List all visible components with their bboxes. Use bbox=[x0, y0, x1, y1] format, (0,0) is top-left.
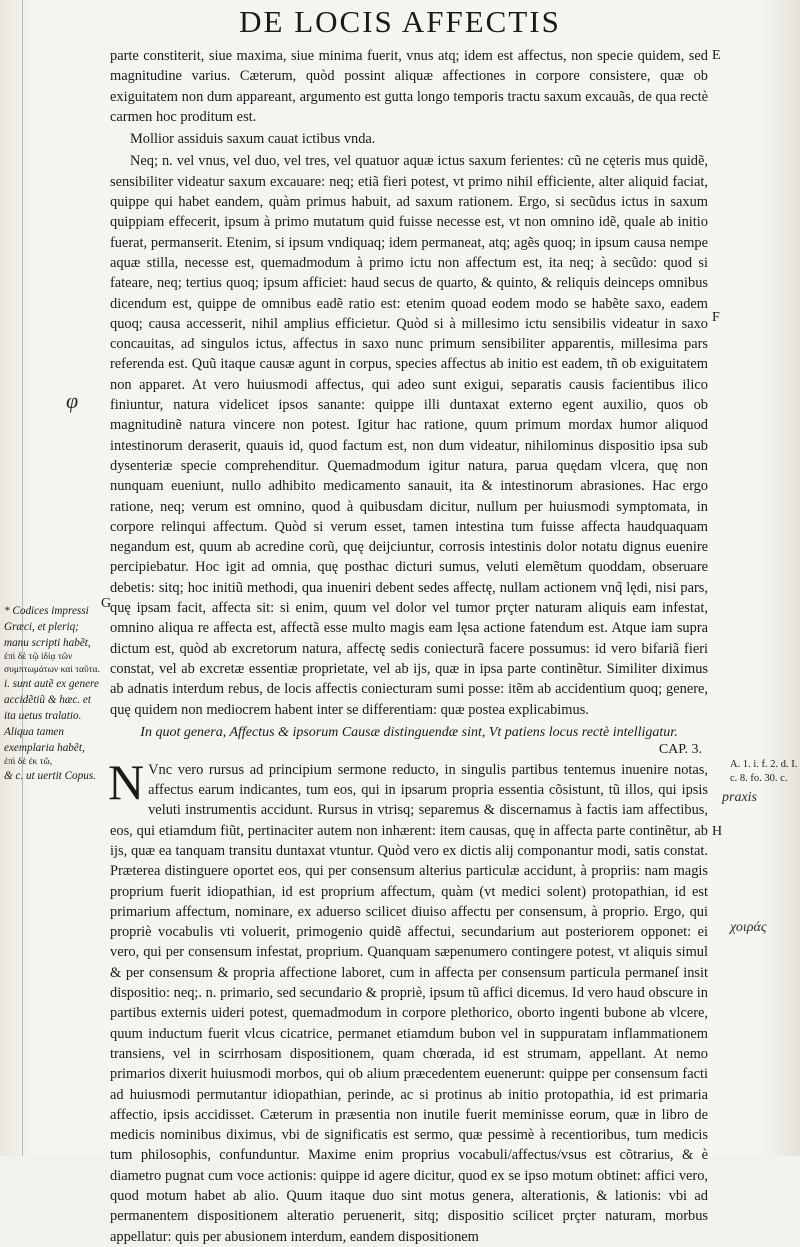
margin-letter-f: F bbox=[712, 310, 720, 325]
chapter-paragraph bbox=[108, 753, 708, 1247]
handwritten-praxis-mark: praxis bbox=[722, 790, 757, 805]
verse-quotation: Mollior assiduis saxum cauat ictibus vnda. bbox=[130, 131, 376, 148]
section-heading: In quot genera, Affectus & ipsorum Causæ distinguendæ sint, Vt patiens locus rectè intelligatur. bbox=[140, 724, 678, 740]
right-margin-reference: A. 1. i. f. 2. d. I. c. 8. fo. 30. c. bbox=[730, 759, 798, 784]
note-latin-3: & c. ut uertit Copus. bbox=[4, 770, 96, 783]
paragraph-gutta: Neq; n. vel vnus, vel duo, vel tres, vel quatuor aquæ ictus saxum ferientes: cũ ne cęteris mus quidẽ, sensibiliter videatur saxum excauare: neq; etiã fieri potest, vt primo nihil efficiente, alter aliquid faciat, quippe qui habet eandem, quàm primus habuit, ad saxum rationem. Ergo, si secũdus ictus in saxum quippiam effecerit, ipsum à primo mutatum quid fuisse necesse est, vt non omnino idẽ, quale ab initio fuerat, permanserit. Etenim, si ipsum vndiquaq; idem permaneat, atq; agẽs quoq; in ipsum causa nempe aquæ stilla, necesse est, quemadmodum à primo ictu non affectum est, ita neq; à secũdo: quod si fateare, neq; tertius quoq; ipsum afficiet: haud secus de quarto, & quinto, & reliquis deinceps omnibus dicendum est, quippe de omnibus eadẽ ratio est: etenim quoad eodem modo se habẽte saxo, eadem quoq; causa accesserit, nihil amplius efficietur. Quòd si à millesimo ictu sensibilis videatur in saxo concauitas, ad singulos ictus, affectus in saxo nunc primum sensibiliter apparentis, millesima pars referenda est. Quũ itaque causæ agunt in corpus, species affectus ab initio est eadem, tñ ob exiguitatem non apparet. At vero huiusmodi affectus, qui adeo sunt exigui, separatis causis facientibus ilico finiuntur, natura videlicet ipsos sanante: quippe illi duntaxat externo egent auxilio, quos ob magnitudinẽ natura vincere non potest. Igitur hac ratione, quum primum mordax humor aliquod intestinorum deraserit, quauis id, quod factum est, non dum videatur, nihilominus dispositio ipsa sub dysenteriæ specie comprehenditur. Quemadmodum igitur natura, parua quędam vlcera, quę non nunquam eueniunt, nullo adhibito medicamento sanauit, ita & intestinorum abrasiones. Hac ergo ratione, neq; verum est omnino, quod à quibusdam dicitur, nullum per huiusmodi symptomata, in corpore relinqui affectum. Quòd si verum esset, tamen intestina tum fuisse affecta haudquaquam negandum est, quum ab acredine corũ, quę deijciuntur, corrosis intestinis dolor notatu dignus euenire percipiebatur. Hoc igit ad omnia, quę posthac dicturi sumus, veluti elemẽtum quoddam, obseruare debetis: sitq; hoc initiũ methodi, qua inueniri debent sedes affectę, nullam actionem vnq̃ lędi, nisi pars, quę ipsam facit, affecta sit: si enim, quum vel dolor vel tumor prçter naturam aliquis eam infestat, omnino aliqua re affecta est, affectã esse multo magis eam lęsa actione fatendum est. Atque iam supra dictum est, quòd ab excretorum natura, affectę sedis coniecturã facere possumus: id vero bifariã fieri constat, vel ab excretæ essentiæ proprietate, vel ab ijs, quæ in ipsa parte continẽtur. Similiter diximus ab adnatis interdum rebus, de locis affectis coniecturam sumi posse: itẽm ab accidentium quoq; genere, quę quidem non mediocrem habent inter se differentiam: quæ postea explicabimus. bbox=[110, 153, 708, 718]
left-margin-annotation bbox=[4, 604, 104, 785]
note-greek: ἐπὶ δὲ τῷ ἰδίᾳ τῶν συμπτωμάτων καὶ ταῦτα. bbox=[4, 652, 100, 676]
paragraph-opening: parte constiterit, siue maxima, siue minima fuerit, vnus atq; idem est affectus, non specie quidem, sed magnitudine varius. Cæterum, quòd possint aliquæ affectiones in corpore consistere, quæ ob exiguitatem non dum appareant, argumento est gutta longo temporis tractu saxum excauãs, de qua rectè carmen hoc proditum est. bbox=[110, 48, 708, 125]
handwritten-choiras-mark: χοιράς bbox=[730, 920, 767, 935]
chapter-label: CAP. 3. bbox=[658, 741, 702, 757]
note-latin-2: i. sunt autẽ ex genere accidẽtiũ & hæc. et ita uetus tralatio. Aliqua tamen exemplaria habẽt, bbox=[4, 678, 99, 754]
margin-letter-g: G bbox=[101, 596, 112, 611]
chapter-text: Vnc vero rursus ad principium sermone reducto, in singulis partibus tentemus inuenire notas, affectus earum indicantes, tum eos, qui in ipsarum propria essentia cõsistunt, tũ illos, qui ipsis veluti instrumentis accidunt. Rursus in vtrisq; separemus & discernamus à factis iam affectibus, eos, qui etiamdum fiũt, pertinaciter autem non inhærent: item causas, quę in affecta parte continẽtur, ab ijs, quæ ea tanquam transitu duntaxat vtuntur. Quòd vero ex dictis alij componantur modi, satis constat. Præterea distinguere oportet eos, qui per consensum alterius particulæ accidunt, à propriis: nam magis proprium fuerit idiopathian, id est proprium affectum, quàm (vt medici solent) protopathian, id est primarium affectum, nominare, ex aduerso scilicet diuiso affectu per consensum, à proprio. Ergo, qui propriè vocabulis vti voluerit, primogenio quidẽ affectui, secundarium aut posteriorem opponet: ei vero, qui per consensum infestat, proprium. Quanquam sæpenumero contingere potest, vt aliquis simul & per consensum & propria affectione laboret, cum in affecta per consensum particula permaneſ insit dispositio: neq;. n. primario, sed secundario & propriè, ipsum tũ affici dicemus. Id vero haud obscure in partibus externis uideri potest, quemadmodum in corpore plethorico, oborto ingenti bubone ab vlcere, quum inductum fuerit vlcus cicatrice, permanet etiamdum bubon vel in suppuratam inflammationem transiens, vel in scirrhosam dispositionem, quam chœrada, id est strumam, appellant. At nemo primarios dixerit huiusmodi morbos, qui ob alium præcedentem euenerunt: quippe per consensum facti ad huiusmodi permutantur idiopathian, perinde, ac si protinus ab initio protopathia, id est primaria affectio, ipsis accidisset. Cæterum in præsentia non inutile fuerit meminisse eorum, quæ in libro de medicis nominibus diximus, vbi de significatis est sermo, quæ pessimè à recentioribus, tum medicis tum philosophis, confunduntur. Maxime enim proprius vocabuli/affectus/vsus est cõtrarius, & è diametro pugnat cum voce actionis: quippe id agere dicitur, quod ex se ipso motum obtinet: affici vero, quod motum habet ab alio. Quum itaque duo sint motus genera, alterationis, & lationis: vbi ad permanentem dispositionem alteratio peruenerit, sitq; dispositio scilicet prçter naturam, morbus appellatur: quis per abusionem interdum, eandem dispositionem bbox=[110, 761, 708, 1245]
note-latin-1: * Codices impressi Græci, et pleriq; manu scripti habẽt, bbox=[4, 605, 91, 649]
handwritten-phi-mark: φ bbox=[66, 388, 79, 413]
margin-letter-h: H bbox=[712, 824, 723, 839]
note-greek-2: ἐπὶ δὲ ἐκ τῶ, bbox=[4, 757, 53, 768]
main-text-column bbox=[110, 46, 708, 1247]
running-head: DE LOCIS AFFECTIS bbox=[239, 4, 561, 39]
margin-letter-e: E bbox=[712, 48, 721, 63]
drop-cap: N bbox=[108, 753, 145, 810]
binding-gutter bbox=[22, 0, 23, 1156]
